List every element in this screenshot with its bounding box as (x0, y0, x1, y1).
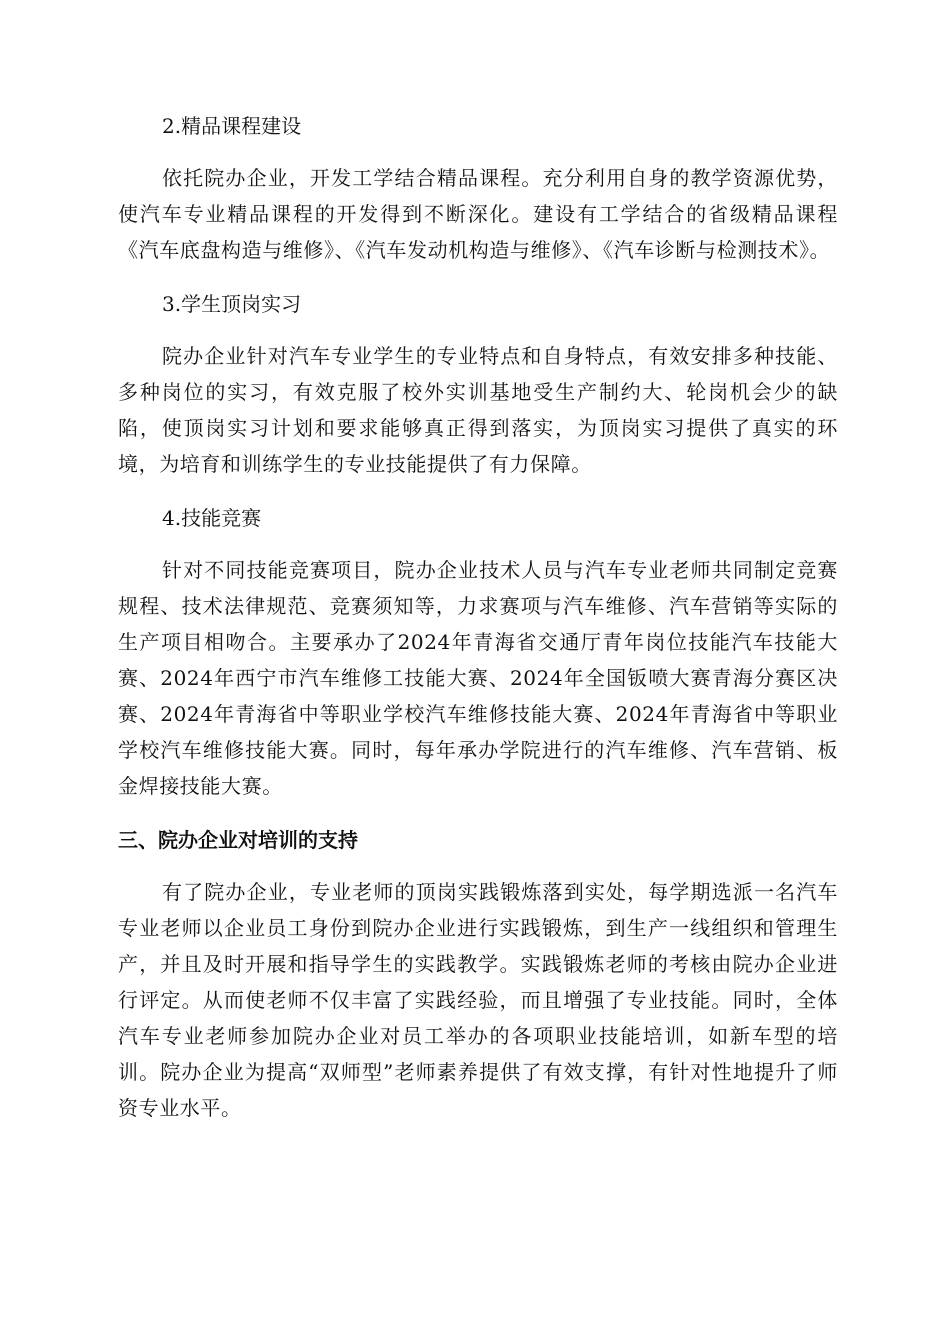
paragraph-internship: 院办企业针对汽车专业学生的专业特点和自身特点，有效安排多种技能、多种岗位的实习，有效克服了校外实训基地受生产制约大、轮岗机会少的缺陷，使顶岗实习计划和要求能够真正得到落实，为顶岗实习提供了真实的环境，为培育和训练学生的专业技能提供了有力保障。 (118, 344, 838, 476)
subsection-heading-course-building: 2.精品课程建设 (162, 114, 302, 138)
section-heading-training-support: 三、院办企业对培训的支持 (118, 828, 358, 852)
paragraph-skills-competition: 针对不同技能竞赛项目，院办企业技术人员与汽车专业老师共同制定竞赛规程、技术法律规范、竞赛须知等，力求赛项与汽车维修、汽车营销等实际的生产项目相吻合。主要承办了2024年青海省交通厅青年岗位技能汽车技能大赛、2024年西宁市汽车维修工技能大赛、2024年全国钣喷大赛青海分赛区决赛、2024年青海省中等职业学校汽车维修技能大赛、2024年青海省中等职业学校汽车维修技能大赛。同时，每年承办学院进行的汽车维修、汽车营销、板金焊接技能大赛。 (118, 558, 838, 798)
paragraph-course-building: 依托院办企业，开发工学结合精品课程。充分利用自身的教学资源优势，使汽车专业精品课程的开发得到不断深化。建设有工学结合的省级精品课程《汽车底盘构造与维修》、《汽车发动机构造与维修》、《汽车诊断与检测技术》。 (118, 166, 838, 262)
paragraph-training-support: 有了院办企业，专业老师的顶岗实践锻炼落到实处，每学期选派一名汽车专业老师以企业员工身份到院办企业进行实践锻炼，到生产一线组织和管理生产，并且及时开展和指导学生的实践教学。实践锻炼老师的考核由院办企业进行评定。从而使老师不仅丰富了实践经验，而且增强了专业技能。同时，全体汽车专业老师参加院办企业对员工举办的各项职业技能培训，如新车型的培训。院办企业为提高“双师型”老师素养提供了有效支撑，有针对性地提升了师资专业水平。 (118, 880, 838, 1120)
document-page (118, 108, 838, 1144)
subsection-heading-internship: 3.学生顶岗实习 (162, 292, 302, 316)
subsection-heading-skills-competition: 4.技能竞赛 (162, 506, 262, 530)
